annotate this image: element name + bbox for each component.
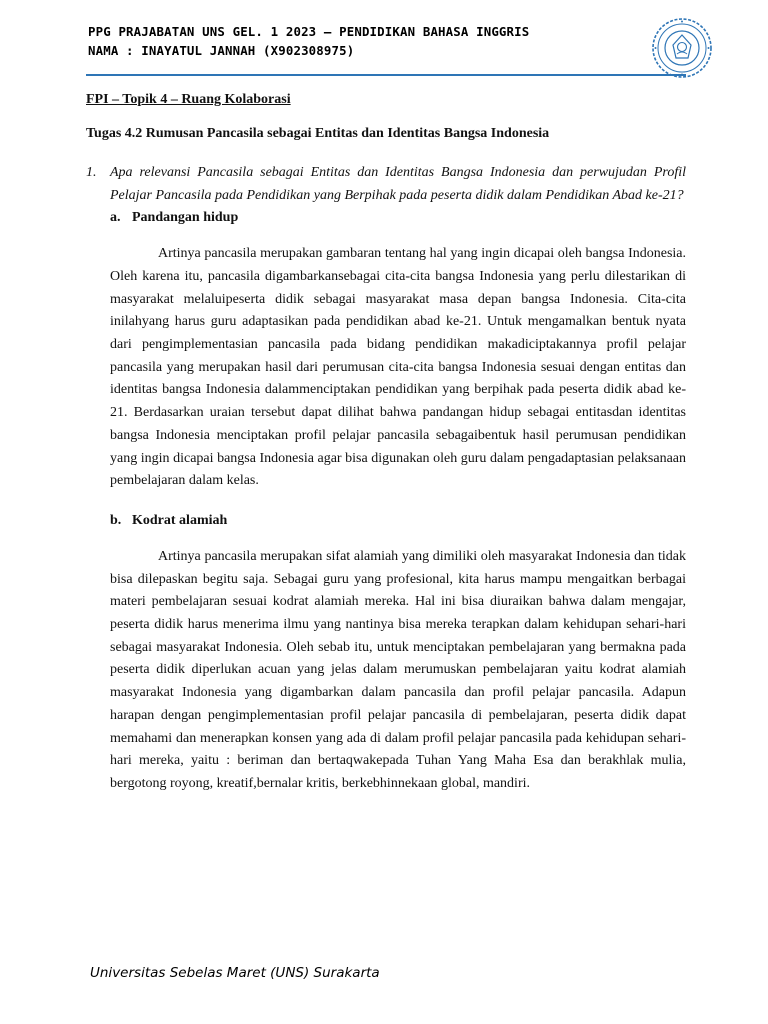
document-body: [86, 90, 686, 796]
section-b-heading: [110, 510, 686, 532]
question-1: [86, 162, 686, 207]
header-divider: [86, 74, 686, 76]
university-seal-icon: [650, 16, 714, 80]
header-name-line: NAMA : INAYATUL JANNAH (X902308975): [88, 43, 355, 58]
page-header: [88, 22, 648, 60]
section-a-letter: a.: [110, 210, 121, 226]
section-a-paragraph: Artinya pancasila merupakan gambaran tentang hal yang ingin dicapai oleh bangsa Indonesia. Oleh karena itu, pancasila digambarkansebagai cita-cita bangsa Indonesia yang perlu dilestarikan di masyarakat melaluipeserta didik sebagai masyarakat masa depan bangsa Indonesia. Cita-cita inilahyang harus guru adaptasikan pada pendidikan abad ke-21. Untuk mengamalkan bentuk nyata dari pengimplementasian pancasila pada bidang pendidikan makadiciptakannya profil pelajar pancasila yang merupakan hasil dari perumusan cita-cita bangsa Indonesia sesuai dengan entitas dan identitas bangsa Indonesia dalammenciptakan pendidikan yang berpihak pada peserta didik abad ke-21. Berdasarkan uraian tersebut dapat dilihat bahwa pandangan hidup sebagai entitasdan identitas bangsa Indonesia menciptakan profil pelajar pancasila sebagaibentuk hasil perumusan pendidikan yang ingin dicapai bangsa Indonesia agar bisa digunakan oleh guru dalam pengadaptasian pelaksanaan pembelajaran dalam kelas.: [110, 246, 686, 489]
section-a-title: Pandangan hidup: [132, 210, 239, 226]
section-b-letter: b.: [110, 512, 122, 528]
topic-title: FPI – Topik 4 – Ruang Kolaborasi: [86, 92, 291, 107]
task-title: Tugas 4.2 Rumusan Pancasila sebagai Entitas dan Identitas Bangsa Indonesia: [86, 126, 550, 141]
question-text: Apa relevansi Pancasila sebagai Entitas dan Identitas Bangsa Indonesia dan perwujudan Profil Pelajar Pancasila pada Pendidikan yang Berpihak pada peserta didik dalam Pendidikan Abad ke-21?: [110, 165, 686, 203]
section-b-title: Kodrat alamiah: [132, 512, 228, 528]
header-program-line: PPG PRAJABATAN UNS GEL. 1 2023 – PENDIDIKAN BAHASA INGGRIS: [88, 24, 530, 39]
section-b-paragraph: Artinya pancasila merupakan sifat alamiah yang dimiliki oleh masyarakat Indonesia dan tidak bisa dilepaskan begitu saja. Sebagai guru yang profesional, kita harus mampu mengaitkan berbagai materi pembelajaran sesuai kodrat alamiah mereka. Hal ini bisa diuraikan bahwa dalam mengajar, peserta didik harus menerima ilmu yang nantinya bisa mereka terapkan dalam kehidupan sehari-hari sebagai masyarakat Indonesia. Oleh sebab itu, untuk menciptakan pembelajaran yang bermakna pada peserta didik diperlukan acuan yang jelas dalam merumuskan pembelajaran yaitu kodrat alamiah masyarakat Indonesia yang digambarkan dalam pancasila dan profil pelajar pancasila. Adapun harapan dengan pengimplementasian profil pelajar pancasila di pembelajaran, peserta didik dapat memahami dan menerapkan konsen yang ada di dalam profil pelajar pancasila pada kehidupan sehari-hari mereka, yaitu : beriman dan bertaqwakepada Tuhan Yang Maha Esa dan berakhlak mulia, bergotong royong, kreatif,bernalar kritis, berkebhinnekaan global, mandiri.: [110, 548, 686, 791]
section-a-heading: [110, 207, 686, 229]
page-footer: Universitas Sebelas Maret (UNS) Surakarta: [90, 965, 380, 981]
question-number: 1.: [86, 165, 97, 180]
